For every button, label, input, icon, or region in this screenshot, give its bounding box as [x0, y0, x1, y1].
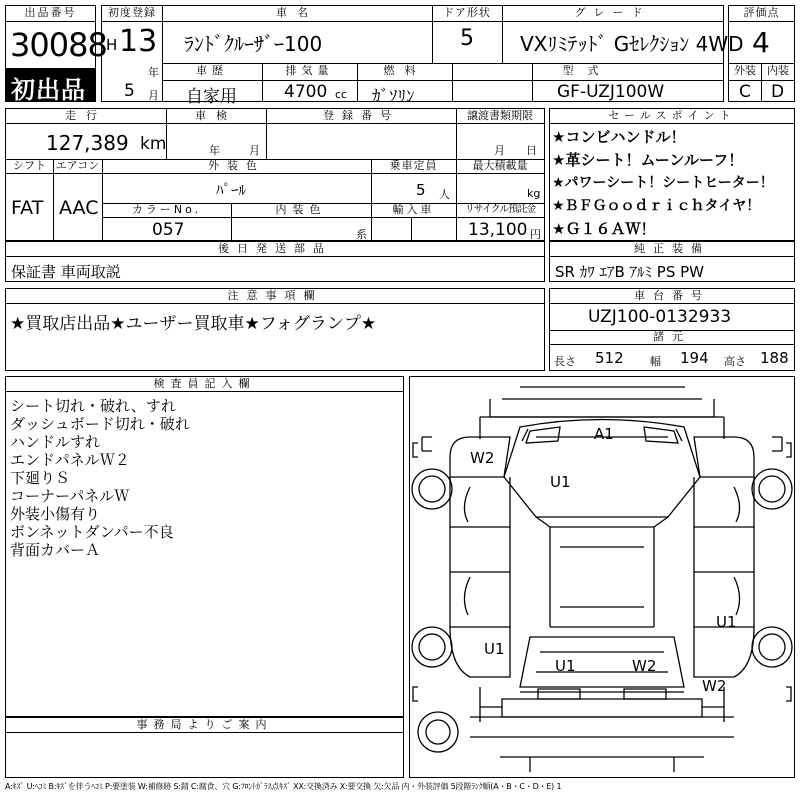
inspector-label: 検査員記入欄 [153, 377, 256, 390]
first-listing-text: 初出品 [11, 76, 86, 104]
office-label: 事務局よりご案内 [136, 718, 273, 731]
sales-point-4: ★ＢＦＧｏｏｄｒｉｃｈタイヤ！ [552, 198, 761, 214]
inspector-line-7: 外装小傷有り [10, 505, 101, 523]
capacity-unit: 人 [439, 188, 450, 201]
sales-point-2: ★革シート！ムーンルーフ！ [552, 151, 744, 169]
sales-point-5: ★Ｇ１６ＡＷ！ [552, 220, 656, 238]
era: H [106, 36, 118, 54]
listing-number: 30088 [10, 26, 107, 64]
mileage-value: 127,389 [46, 131, 129, 155]
car-diagram [409, 376, 795, 778]
width-label: 幅 [650, 355, 661, 368]
recycle-label: リサイクル預託金 [464, 204, 536, 215]
score-label: 評価点 [743, 6, 780, 19]
type-label: 型式 [562, 64, 613, 77]
displacement-value: 4700 [284, 82, 328, 102]
length-label: 長さ [554, 355, 576, 368]
type-value: GF-UZJ100W [557, 82, 665, 102]
color-no-value: 057 [152, 220, 185, 240]
inspector-line-2: ダッシュボード切れ・破れ [10, 415, 190, 433]
inspection-year-unit: 年 [209, 144, 220, 157]
legend-text: A:ｷｽﾞ U:ﾍｺﾐ B:ｷｽﾞを伴うﾍｺﾐ P:要塗装 W:補修跡 S:錆 C:腐食、穴 G:ﾌﾛﾝﾄｶﾞﾗｽ点ｷｽﾞ XX:交換済み X:要交換 欠:欠品 内・外装評価 5段階ﾗﾝｸ順(A・B・C・D・E) 1 [5, 782, 562, 791]
import-label: 輸入車 [392, 203, 435, 216]
color-no-label: カラーNo. [131, 203, 202, 216]
first-reg-label: 初度登録 [108, 6, 156, 19]
transfer-month-unit: 月 [494, 144, 505, 157]
interior-grade: D [771, 82, 785, 102]
mark-u1-right: U1 [716, 613, 737, 631]
interior-label: 内装 [767, 64, 789, 77]
length-value: 512 [595, 349, 624, 367]
model-label: 車名 [276, 6, 318, 19]
history-value: 自家用 [186, 87, 237, 107]
office-box [5, 717, 404, 778]
ac-value: AAC [59, 197, 99, 219]
recycle-value: 13,100 [468, 220, 528, 240]
fuel-label: 燃料 [383, 64, 426, 77]
height-label: 高さ [724, 355, 746, 368]
sales-points-label: セールスポイント [608, 109, 736, 122]
recycle-unit: 円 [530, 228, 541, 241]
month-unit: 月 [148, 89, 159, 102]
model-name: ﾗﾝﾄﾞｸﾙｰｻﾞｰ100 [184, 32, 323, 56]
color-label: 外装色 [208, 159, 265, 172]
header-grid [101, 5, 744, 107]
exterior-label: 外装 [734, 64, 756, 77]
mileage-unit: km [140, 134, 167, 154]
shipping-box [5, 241, 545, 282]
score-value: 4 [752, 26, 770, 59]
listing-number-box [5, 5, 107, 104]
shipping-value: 保証書 車両取説 [11, 263, 121, 281]
mileage-label: 走行 [65, 109, 107, 122]
car-outline-svg [410, 377, 794, 777]
spec-grid [5, 108, 545, 241]
reg-year: 13 [119, 24, 158, 59]
notes-label: 注意事項欄 [227, 289, 323, 302]
color-value: ﾊﾟｰﾙ [216, 181, 247, 199]
inspection-month-unit: 月 [249, 144, 260, 157]
displacement-label: 排気量 [285, 64, 334, 77]
notes-value: ★買取店出品★ユーザー買取車★フォグランプ★ [10, 314, 377, 334]
inspector-line-9: 背面カバーＡ [10, 541, 101, 559]
inspector-line-3: ハンドルすれ [10, 433, 101, 451]
chassis-box [549, 288, 795, 371]
inspector-line-1: シート切れ・破れ、すれ [10, 397, 176, 415]
sales-point-1: ★コンビハンドル！ [552, 128, 686, 146]
dims-label: 諸元 [653, 330, 691, 343]
mark-w2-left-front: W2 [470, 449, 495, 467]
interior-color-label: 内装色 [275, 203, 327, 216]
displacement-unit: cc [335, 88, 348, 101]
reg-no-label: 登録番号 [323, 109, 399, 122]
equipment-box [549, 241, 795, 282]
mark-a1: A1 [594, 425, 614, 443]
mark-u1-left-rear: U1 [484, 640, 505, 658]
listing-no-label: 出品番号 [24, 6, 77, 19]
grade-label: グレード [574, 6, 651, 19]
equipment-value: SR ｶﾜ ｴｱB ｱﾙﾐ PS PW [555, 263, 705, 281]
chassis-label: 車台番号 [634, 289, 710, 302]
capacity-value: 5 [416, 181, 426, 199]
inspector-line-8: ボンネットダンパー不良 [10, 523, 174, 541]
door-count: 5 [460, 26, 474, 51]
width-value: 194 [680, 349, 709, 367]
fuel-value: ｶﾞｿﾘﾝ [372, 87, 415, 107]
mark-u1-rear: U1 [555, 657, 576, 675]
mark-w2-rear: W2 [632, 657, 657, 675]
interior-color-unit: 系 [356, 228, 367, 241]
inspector-line-6: コーナーパネルＷ [10, 487, 130, 505]
load-label: 最大積載量 [472, 159, 528, 172]
inspection-label: 車検 [195, 109, 237, 122]
notes-box [5, 288, 545, 371]
shift-value: FAT [11, 197, 44, 219]
history-label: 車歴 [196, 64, 228, 77]
year-unit: 年 [148, 66, 159, 79]
inspector-line-4: エンドパネルＷ２ [10, 451, 130, 469]
transfer-label: 譲渡書類期限 [467, 109, 533, 122]
exterior-grade: C [739, 82, 751, 102]
transfer-day-unit: 日 [526, 144, 537, 157]
mark-w2-right-rear: W2 [702, 677, 727, 695]
shift-label: シフト [13, 159, 46, 172]
grade-value: VXﾘﾐﾃｯﾄﾞ Gｾﾚｸｼｮﾝ 4WD [520, 32, 744, 56]
sales-points-box [549, 108, 795, 241]
reg-month: 5 [124, 81, 135, 101]
score-box [728, 5, 795, 102]
ac-label: エアコン [55, 159, 100, 172]
door-label: ドア形状 [443, 6, 491, 19]
sales-point-3: ★パワーシート！シートヒーター！ [552, 175, 774, 191]
capacity-label: 乗車定員 [389, 159, 438, 172]
equipment-label: 純正装備 [634, 242, 710, 255]
mark-u1-hood: U1 [550, 473, 571, 491]
load-unit: kg [527, 187, 541, 200]
inspector-line-5: 下廻りＳ [10, 469, 71, 487]
inspector-box [5, 376, 404, 717]
height-value: 188 [760, 349, 789, 367]
shipping-label: 後日発送部品 [218, 242, 332, 255]
chassis-value: UZJ100-0132933 [588, 307, 732, 327]
